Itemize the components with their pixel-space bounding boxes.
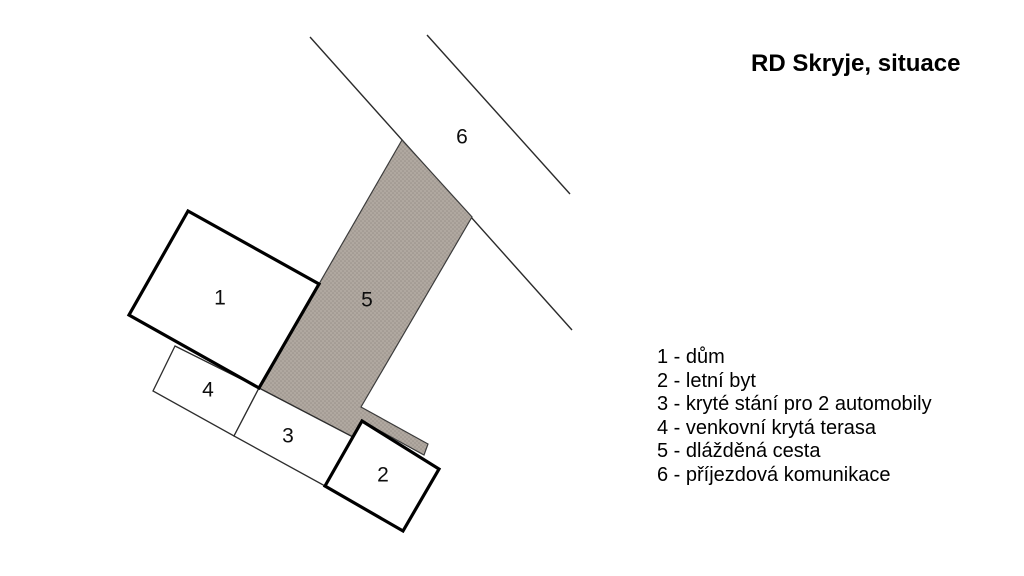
area-label-terrace: 4 [202, 378, 214, 402]
legend-item-road: 6 - příjezdová komunikace [657, 463, 891, 486]
legend-item-carport: 3 - kryté stání pro 2 automobily [657, 393, 932, 415]
area-label-summer-flat: 2 [377, 463, 389, 487]
legend-item-summer-flat: 2 - letní byt [657, 369, 756, 392]
page-title: RD Skryje, situace [751, 50, 961, 77]
legend [657, 346, 932, 487]
legend-item-paved-path: 5 - dlážděná cesta [657, 440, 821, 462]
road-edge-line-upper [427, 35, 570, 194]
legend-item-terrace: 4 - venkovní krytá terasa [657, 416, 876, 439]
area-label-paved-path: 5 [361, 288, 373, 312]
area-label-road: 6 [456, 125, 468, 149]
area-label-house: 1 [214, 286, 226, 310]
legend-item-house: 1 - dům [657, 346, 725, 368]
area-label-carport: 3 [282, 424, 294, 448]
